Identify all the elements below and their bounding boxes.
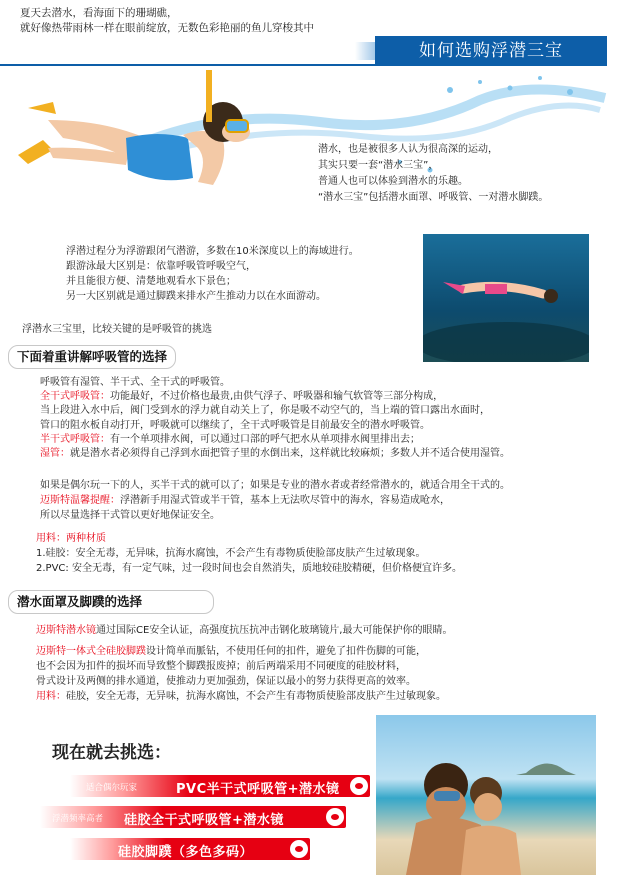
mask-fins-text: [36, 623, 452, 704]
text-line: 骨式设计及两侧的排水通道，使推动力更加强劲，保证以最小的努力获得更高的效率。: [36, 676, 416, 687]
paragraph-line: 跟游泳最大区别是：依靠呼吸管呼吸空气，: [66, 261, 256, 272]
text-line: [40, 433, 510, 447]
go-arrow-icon: [324, 806, 346, 828]
snorkel-paragraph: [66, 244, 359, 304]
text-line: [36, 689, 452, 704]
section-heading-snorkel: 下面着重讲解呼吸管的选择: [8, 345, 176, 369]
paragraph-line: 并且能很方便、清楚地观看水下景色；: [66, 276, 236, 287]
tip-label: 迈斯特温馨提醒：: [40, 495, 120, 506]
shop-link-silicone-dry[interactable]: [40, 806, 346, 828]
mat-text: 硅胶，安全无毒，无异味，抗海水腐蚀，不会产生有毒物质使脸部皮肤产生过敏现象。: [66, 691, 446, 702]
fin-text: 设计简单而脈钻，不使用任何的扣件，避免了扣件伤脚的可能，: [146, 646, 426, 657]
go-arrow-icon: [288, 838, 310, 860]
text-line: [40, 390, 510, 404]
text-line: [36, 644, 452, 659]
wet-label: 湿管：: [40, 448, 70, 460]
text-line: [40, 447, 510, 461]
text-line: 当上段进入水中后，阀门受到水的浮力就自动关上了，你是吸不动空气的，当上端的管口露出水面时，: [40, 405, 490, 417]
text-line: [36, 623, 452, 638]
paragraph-line: “潜水三宝”包括潜水面罩、呼吸管、一对潜水脚蹼。: [318, 192, 549, 203]
mat-label: 用料：: [36, 691, 66, 702]
shop-link-tag: 浮潜频率高者: [52, 814, 104, 824]
shop-link-tag: 适合偶尔玩家: [86, 783, 138, 793]
text-line: 管口的阻水板自动打开，呼吸就可以继续了，全干式呼吸管是目前最安全的潜水呼吸管。: [40, 419, 430, 431]
semi-label: 半干式呼吸管：: [40, 433, 110, 445]
material-item: 1.硅胶：安全无毒，无异味，抗海水腐蚀，不会产生有毒物质使脸部皮肤产生过敏现象。: [36, 548, 426, 559]
text-line: 如果是偶尔玩一下的人，买半干式的就可以了；如果是专业的潜水者或者经常潜水的，就适合用全干式的。: [40, 480, 510, 491]
underwater-swimmer-photo: [423, 234, 589, 362]
semi-text: 有一个单项排水阀，可以通过口部的呼气把水从单项排水阀里排出去；: [110, 433, 420, 445]
materials-label: 用料：两种材质: [36, 533, 106, 544]
section-heading-mask-fins: 潜水面罩及脚蹼的选择: [8, 590, 214, 614]
paragraph-line: 其实只要一套“潜水三宝”，: [318, 160, 439, 171]
shop-title: 现在就去挑选：: [52, 743, 171, 763]
banner-title: 如何选购浮潜三宝: [375, 36, 607, 66]
intro-line: 就好像热带雨林一样在眼前绽放，无数色彩艳丽的鱼儿穿梭其中: [20, 22, 314, 34]
paragraph-line: 潜水，也是被很多人认为很高深的运动，: [318, 144, 498, 155]
mask-label: 迈斯特潜水镜: [36, 625, 96, 636]
paragraph-line: 普通人也可以体验到潜水的乐趣。: [318, 176, 468, 187]
wet-text: 就是潜水者必须得自己浮到水面把管子里的水倒出来，这样就比较麻烦；多数人并不适合使用湿管。: [70, 448, 510, 460]
text-line: 所以尽量选择干式管以更好地保证安全。: [40, 510, 220, 521]
materials-text: [36, 531, 462, 576]
paragraph-line: 另一大区别就是通过脚蹼来排水产生推动力以在水面游动。: [66, 291, 326, 302]
shop-link-silicone-fins[interactable]: [70, 838, 310, 860]
intro-text: [20, 6, 314, 36]
snorkel-paragraph-last: 浮潜水三宝里，比较关键的是呼吸管的挑选: [22, 324, 212, 335]
mask-text: 通过国际CE安全认证，高强度抗压抗冲击钢化玻璃镜片,最大可能保护你的眼睛。: [96, 625, 453, 636]
intro-line: 夏天去潜水，看海面下的珊瑚礁，: [20, 7, 178, 19]
shop-link-label: 硅胶全干式呼吸管+潜水镜: [124, 813, 284, 828]
snorkel-types-text: [40, 376, 510, 461]
intro-paragraph: [318, 142, 548, 206]
shop-link-label: PVC半干式呼吸管+潜水镜: [176, 782, 340, 797]
text-line: 呼吸管有湿管、半干式、全干式的呼吸管。: [40, 377, 230, 388]
text-line: 也不会因为扣件的损坏而导致整个脚蹼报废掉；前后两端采用不同硬度的硅胶材料，: [36, 661, 406, 672]
diver-image: [8, 60, 278, 190]
text-line: [40, 493, 510, 508]
snorkel-advice-text: [40, 478, 510, 523]
paragraph-line: 浮潜过程分为浮游跟闭气潜游，多数在10米深度以上的海域进行。: [66, 246, 359, 257]
dry-label: 全干式呼吸管：: [40, 391, 110, 403]
fin-label: 迈斯特一体式全硅胶脚蹼: [36, 646, 146, 657]
shop-link-pvc-semi-dry[interactable]: [70, 775, 370, 797]
dry-text: 功能最好，不过价格也最贵,由供气浮子、呼吸器和输气软管等三部分构成，: [110, 391, 444, 403]
tip-text: 浮潜新手用湿式管或半干管，基本上无法吹尽管中的海水，容易造成呛水，: [120, 495, 450, 506]
shop-link-label: 硅胶脚蹼（多色多码）: [118, 845, 254, 860]
material-item: 2.PVC: 安全无毒，有一定气味，过一段时间也会自然消失，质地较硅胶精硬，但价格便宜许多。: [36, 563, 462, 574]
beach-couple-photo: [376, 715, 596, 875]
go-arrow-icon: [348, 775, 370, 797]
